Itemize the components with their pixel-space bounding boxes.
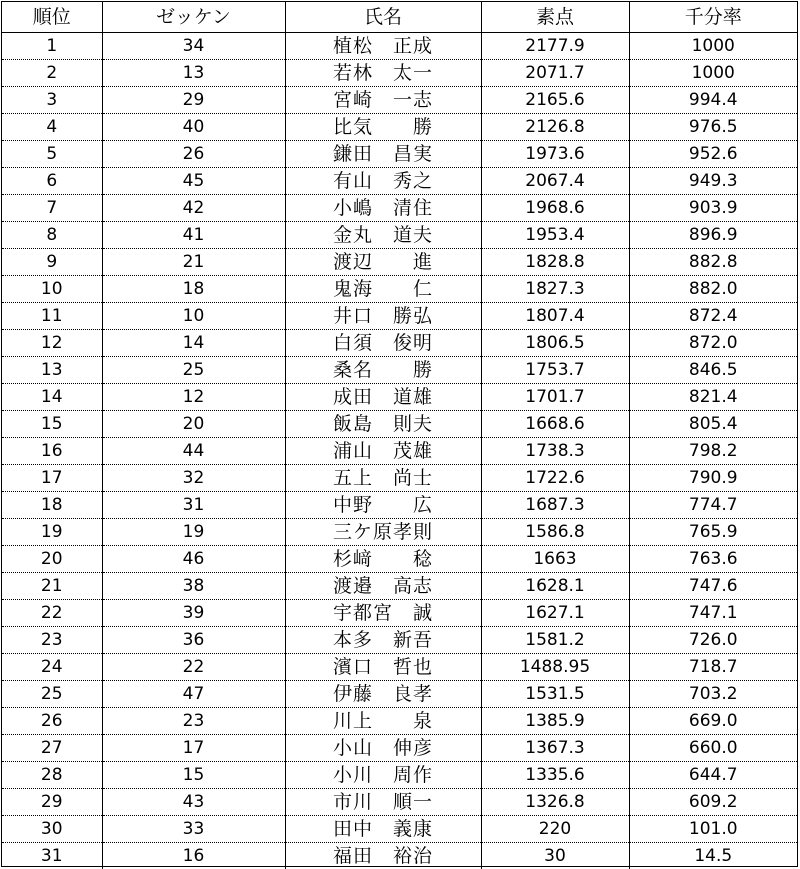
name-cell[interactable]: 成田 道雄 [285,384,481,411]
header-raw-score[interactable]: 素点 [481,2,629,33]
rank-cell[interactable]: 26 [40,711,63,731]
bib-cell[interactable]: 20 [102,411,285,438]
table-row [2,168,797,195]
per-mille-cell[interactable]: 14.5 [629,843,797,869]
rank-cell[interactable]: 27 [40,738,63,758]
name-cell[interactable]: 濱口 哲也 [285,654,481,681]
bib-cell[interactable]: 32 [102,465,285,492]
bib-cell[interactable]: 40 [102,114,285,141]
rank-cell[interactable]: 10 [40,279,63,299]
per-mille-cell[interactable]: 747.6 [629,573,797,600]
raw-score-cell[interactable]: 1738.3 [481,438,629,465]
raw-score-cell[interactable]: 1806.5 [481,330,629,357]
table-row [2,465,797,492]
per-mille-cell[interactable]: 763.6 [629,546,797,573]
per-mille-cell[interactable]: 872.0 [629,330,797,357]
table-row [2,60,797,87]
per-mille-cell[interactable]: 805.4 [629,411,797,438]
name-cell[interactable]: 井口 勝弘 [285,303,481,330]
table-row [2,843,797,869]
table-row [2,762,797,789]
name-cell[interactable]: 飯島 則夫 [285,411,481,438]
bib-cell[interactable]: 19 [102,519,285,546]
table-row [2,87,797,114]
per-mille-cell[interactable]: 644.7 [629,762,797,789]
table-row [2,249,797,276]
bib-cell[interactable]: 31 [102,492,285,519]
table-row [2,411,797,438]
table-row [2,276,797,303]
bib-cell[interactable]: 39 [102,600,285,627]
name-cell[interactable]: 川上 泉 [285,708,481,735]
rank-cell[interactable]: 12 [40,333,63,353]
bib-cell[interactable]: 15 [102,762,285,789]
per-mille-cell[interactable]: 798.2 [629,438,797,465]
rank-cell[interactable]: 21 [40,576,63,596]
results-table [2,2,797,869]
name-cell[interactable]: 五上 尚士 [285,465,481,492]
per-mille-cell[interactable]: 821.4 [629,384,797,411]
rank-cell[interactable]: 6 [46,171,58,191]
raw-score-cell[interactable]: 1687.3 [481,492,629,519]
raw-score-cell[interactable]: 1326.8 [481,789,629,816]
rank-cell[interactable]: 4 [46,117,58,137]
raw-score-cell[interactable]: 1335.6 [481,762,629,789]
name-cell[interactable]: 宮崎 一志 [285,87,481,114]
name-cell[interactable]: 鎌田 昌実 [285,141,481,168]
per-mille-cell[interactable]: 882.8 [629,249,797,276]
table-row [2,708,797,735]
rank-cell[interactable]: 29 [40,792,63,812]
results-sheet [1,1,798,867]
rank-cell[interactable]: 23 [40,630,63,650]
table-row [2,735,797,762]
bib-cell[interactable]: 18 [102,276,285,303]
header-name[interactable]: 氏名 [285,2,481,33]
rank-cell[interactable]: 9 [46,252,58,272]
table-row [2,519,797,546]
raw-score-cell[interactable]: 1668.6 [481,411,629,438]
raw-score-cell[interactable]: 1827.3 [481,276,629,303]
bib-cell[interactable]: 12 [102,384,285,411]
raw-score-cell[interactable]: 1807.4 [481,303,629,330]
per-mille-cell[interactable]: 774.7 [629,492,797,519]
per-mille-cell[interactable]: 872.4 [629,303,797,330]
per-mille-cell[interactable]: 669.0 [629,708,797,735]
header-bib[interactable]: ゼッケン [102,2,285,33]
table-row [2,492,797,519]
header-row [2,2,797,33]
name-cell[interactable]: 宇都宮 誠 [285,600,481,627]
rank-cell[interactable]: 3 [46,90,58,110]
raw-score-cell[interactable]: 30 [481,843,629,869]
raw-score-cell[interactable]: 1586.8 [481,519,629,546]
name-cell[interactable]: 渡辺 進 [285,249,481,276]
name-cell[interactable]: 小山 伸彦 [285,735,481,762]
bib-cell[interactable]: 26 [102,141,285,168]
name-cell[interactable]: 桑名 勝 [285,357,481,384]
name-cell[interactable]: 三ケ原孝則 [285,519,481,546]
bib-cell[interactable]: 21 [102,249,285,276]
raw-score-cell[interactable]: 1753.7 [481,357,629,384]
name-cell[interactable]: 金丸 道夫 [285,222,481,249]
rank-cell[interactable]: 24 [40,657,63,677]
table-row [2,222,797,249]
raw-score-cell[interactable]: 1581.2 [481,627,629,654]
rank-cell[interactable]: 17 [40,468,63,488]
per-mille-cell[interactable]: 994.4 [629,87,797,114]
name-cell[interactable]: 比気 勝 [285,114,481,141]
per-mille-cell[interactable]: 846.5 [629,357,797,384]
rank-cell[interactable]: 5 [46,144,58,164]
per-mille-cell[interactable]: 660.0 [629,735,797,762]
rank-cell[interactable]: 11 [40,306,63,326]
rank-cell[interactable]: 28 [40,765,63,785]
per-mille-cell[interactable]: 1000 [629,33,797,60]
bib-cell[interactable]: 17 [102,735,285,762]
rank-cell[interactable]: 15 [40,414,63,434]
raw-score-cell[interactable]: 1663 [481,546,629,573]
raw-score-cell[interactable]: 2177.9 [481,33,629,60]
name-cell[interactable]: 小川 周作 [285,762,481,789]
name-cell[interactable]: 浦山 茂雄 [285,438,481,465]
table-row [2,114,797,141]
table-row [2,384,797,411]
bib-cell[interactable]: 41 [102,222,285,249]
per-mille-cell[interactable]: 882.0 [629,276,797,303]
name-cell[interactable]: 渡邉 高志 [285,573,481,600]
bib-cell[interactable]: 25 [102,357,285,384]
name-cell[interactable]: 白須 俊明 [285,330,481,357]
rank-cell[interactable]: 2 [46,63,58,83]
table-row [2,789,797,816]
raw-score-cell[interactable]: 1531.5 [481,681,629,708]
table-row [2,357,797,384]
per-mille-cell[interactable]: 790.9 [629,465,797,492]
per-mille-cell[interactable]: 976.5 [629,114,797,141]
raw-score-cell[interactable]: 1367.3 [481,735,629,762]
table-row [2,195,797,222]
bib-cell[interactable]: 45 [102,168,285,195]
per-mille-cell[interactable]: 703.2 [629,681,797,708]
raw-score-cell[interactable]: 2165.6 [481,87,629,114]
per-mille-cell[interactable]: 718.7 [629,654,797,681]
table-row [2,438,797,465]
table-body [2,33,797,869]
raw-score-cell[interactable]: 2067.4 [481,168,629,195]
raw-score-cell[interactable]: 2071.7 [481,60,629,87]
bib-cell[interactable]: 33 [102,816,285,843]
per-mille-cell[interactable]: 726.0 [629,627,797,654]
per-mille-cell[interactable]: 1000 [629,60,797,87]
name-cell[interactable]: 植松 正成 [285,33,481,60]
bib-cell[interactable]: 42 [102,195,285,222]
rank-cell[interactable]: 30 [40,819,63,839]
raw-score-cell[interactable]: 1701.7 [481,384,629,411]
table-row [2,627,797,654]
raw-score-cell[interactable]: 1722.6 [481,465,629,492]
rank-cell[interactable]: 1 [46,36,58,56]
table-row [2,654,797,681]
name-cell[interactable]: 有山 秀之 [285,168,481,195]
table-row [2,816,797,843]
bib-cell[interactable]: 36 [102,627,285,654]
bib-cell[interactable]: 47 [102,681,285,708]
raw-score-cell[interactable]: 1973.6 [481,141,629,168]
name-cell[interactable]: 小嶋 清住 [285,195,481,222]
rank-cell[interactable]: 31 [40,846,63,866]
name-cell[interactable]: 若林 太一 [285,60,481,87]
table-row [2,681,797,708]
raw-score-cell[interactable]: 1953.4 [481,222,629,249]
raw-score-cell[interactable]: 220 [481,816,629,843]
table-row [2,141,797,168]
per-mille-cell[interactable]: 949.3 [629,168,797,195]
per-mille-cell[interactable]: 896.9 [629,222,797,249]
table-row [2,600,797,627]
bib-cell[interactable]: 13 [102,60,285,87]
per-mille-cell[interactable]: 101.0 [629,816,797,843]
header-per-mille[interactable]: 千分率 [629,2,797,33]
bib-cell[interactable]: 38 [102,573,285,600]
rank-cell[interactable]: 14 [40,387,63,407]
name-cell[interactable]: 鬼海 仁 [285,276,481,303]
rank-cell[interactable]: 13 [40,360,63,380]
rank-cell[interactable]: 20 [40,549,63,569]
raw-score-cell[interactable]: 1628.1 [481,573,629,600]
name-cell[interactable]: 杉﨑 稔 [285,546,481,573]
name-cell[interactable]: 中野 広 [285,492,481,519]
table-row [2,303,797,330]
table-row [2,546,797,573]
header-rank[interactable]: 順位 [32,6,71,28]
name-cell[interactable]: 本多 新吾 [285,627,481,654]
raw-score-cell[interactable]: 1385.9 [481,708,629,735]
bib-cell[interactable]: 29 [102,87,285,114]
name-cell[interactable]: 市川 順一 [285,789,481,816]
rank-cell[interactable]: 16 [40,441,63,461]
per-mille-cell[interactable]: 765.9 [629,519,797,546]
raw-score-cell[interactable]: 1488.95 [481,654,629,681]
raw-score-cell[interactable]: 1627.1 [481,600,629,627]
rank-cell[interactable]: 18 [40,495,63,515]
bib-cell[interactable]: 16 [102,843,285,869]
raw-score-cell[interactable]: 1968.6 [481,195,629,222]
bib-cell[interactable]: 14 [102,330,285,357]
per-mille-cell[interactable]: 952.6 [629,141,797,168]
bib-cell[interactable]: 10 [102,303,285,330]
raw-score-cell[interactable]: 1828.8 [481,249,629,276]
raw-score-cell[interactable]: 2126.8 [481,114,629,141]
rank-cell[interactable]: 8 [46,225,58,245]
table-row [2,330,797,357]
bib-cell[interactable]: 44 [102,438,285,465]
per-mille-cell[interactable]: 609.2 [629,789,797,816]
table-row [2,573,797,600]
bib-cell[interactable]: 22 [102,654,285,681]
rank-cell[interactable]: 19 [40,522,63,542]
name-cell[interactable]: 田中 義康 [285,816,481,843]
rank-cell[interactable]: 25 [40,684,63,704]
per-mille-cell[interactable]: 747.1 [629,600,797,627]
bib-cell[interactable]: 46 [102,546,285,573]
bib-cell[interactable]: 34 [102,33,285,60]
bib-cell[interactable]: 23 [102,708,285,735]
rank-cell[interactable]: 7 [46,198,58,218]
name-cell[interactable]: 福田 裕治 [285,843,481,869]
rank-cell[interactable]: 22 [40,603,63,623]
name-cell[interactable]: 伊藤 良孝 [285,681,481,708]
bib-cell[interactable]: 43 [102,789,285,816]
table-row [2,33,797,60]
per-mille-cell[interactable]: 903.9 [629,195,797,222]
